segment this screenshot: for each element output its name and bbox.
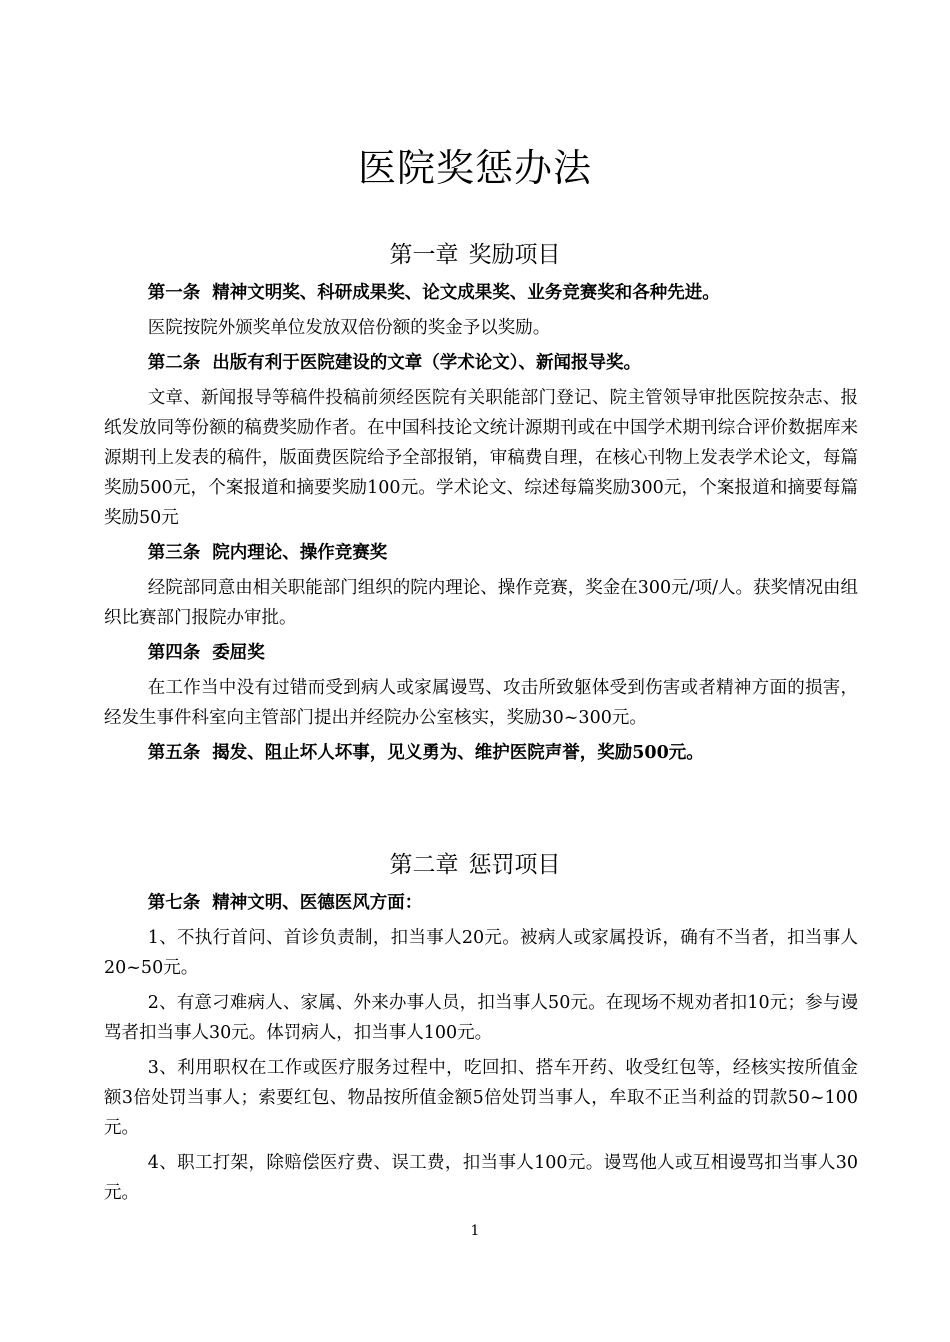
chapter-heading-1 — [0, 240, 950, 270]
article-paragraph: 3、利用职权在工作或医疗服务过程中，吃回扣、搭车开药、收受红包等，经核实按所值金额3倍处罚当事人；索要红包、物品按所值金额5倍处罚当事人，牟取不正当利益的罚款50~100元。 — [104, 1058, 858, 1138]
document-title: 医院奖惩办法 — [357, 146, 592, 190]
page-number: 1 — [470, 1223, 480, 1239]
chapter-1-body — [104, 278, 858, 773]
article-heading — [104, 638, 858, 668]
article-number: 第七条 — [147, 893, 201, 913]
chapter-heading-2 — [0, 850, 950, 880]
chapter-2-body — [104, 888, 858, 1213]
article-heading — [104, 348, 858, 378]
article-paragraph: 文章、新闻报导等稿件投稿前须经医院有关职能部门登记、院主管领导审批医院按杂志、报纸发放同等份额的稿费奖励作者。在中国科技论文统计源期刊或在中国学术期刊综合评价数据库来源期刊上发表的稿件，版面费医院给予全部报销，审稿费自理，在核心刊物上发表学术论文，每篇奖励500元，个案报道和摘要奖励100元。学术论文、综述每篇奖励300元，个案报道和摘要每篇奖励50元 — [104, 388, 858, 528]
article-number: 第四条 — [147, 643, 201, 663]
chapter-number: 第一章 — [389, 242, 459, 268]
article-number: 第五条 — [147, 743, 201, 763]
chapter-number: 第二章 — [389, 852, 459, 878]
article-title: 精神文明奖、科研成果奖、论文成果奖、业务竞赛奖和各种先进。 — [212, 283, 720, 303]
article-paragraph: 4、职工打架，除赔偿医疗费、误工费，扣当事人100元。谩骂他人或互相谩骂扣当事人30元。 — [104, 1153, 858, 1203]
article-paragraph: 医院按院外颁奖单位发放双倍份额的奖金予以奖励。 — [147, 318, 551, 338]
article-title: 精神文明、医德医风方面： — [212, 893, 423, 913]
article-heading — [104, 738, 858, 768]
article-heading — [104, 278, 858, 308]
article-paragraph: 经院部同意由相关职能部门组织的院内理论、操作竞赛，奖金在300元/项/人。获奖情况由组织比赛部门报院办审批。 — [104, 578, 858, 628]
article-title: 院内理论、操作竞赛奖 — [212, 543, 388, 563]
article-paragraph: 在工作当中没有过错而受到病人或家属谩骂、攻击所致躯体受到伤害或者精神方面的损害，经发生事件科室向主管部门提出并经院办公室核实，奖励30~300元。 — [104, 678, 858, 728]
article-title: 委屈奖 — [212, 643, 265, 663]
chapter-name: 奖励项目 — [468, 242, 561, 268]
article-number: 第二条 — [147, 353, 201, 373]
article-number: 第一条 — [147, 283, 201, 303]
article-paragraph: 2、有意刁难病人、家属、外来办事人员，扣当事人50元。在现场不规劝者扣10元；参与谩骂者扣当事人30元。体罚病人，扣当事人100元。 — [104, 993, 858, 1043]
article-paragraph: 1、不执行首问、首诊负责制，扣当事人20元。被病人或家属投诉，确有不当者，扣当事人20~50元。 — [104, 928, 858, 978]
article-title: 出版有利于医院建设的文章（学术论文）、新闻报导奖。 — [212, 353, 641, 373]
article-number: 第三条 — [147, 543, 201, 563]
article-heading — [104, 538, 858, 568]
article-heading — [104, 888, 858, 918]
chapter-name: 惩罚项目 — [468, 852, 561, 878]
article-title: 揭发、阻止坏人坏事，见义勇为、维护医院声誉，奖励500元。 — [212, 743, 704, 763]
